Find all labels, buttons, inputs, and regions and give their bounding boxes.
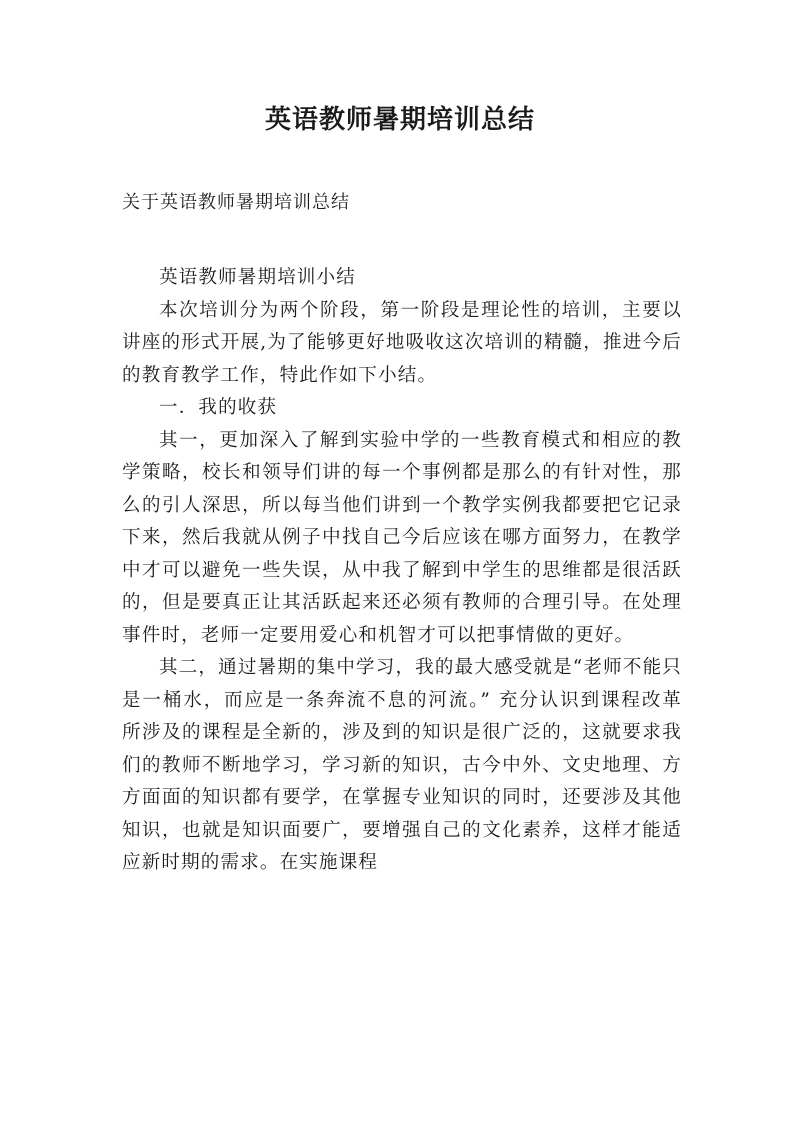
section-heading-gains: 一．我的收获: [159, 397, 278, 418]
body-paragraph: 其二，通过暑期的集中学习，我的最大感受就是“老师不能只是一桶水，而应是一条奔流不息的河流。” 充分认识到课程改革所涉及的课程是全新的，涉及到的知识是很广泛的，这就要求我们的教师不断地学习，学习新的知识，古今中外、文史地理、方方面面的知识都有要学，在掌握专业知识的同时，还要涉及其他知识，也就是知识面要广，要增强自己的文化素养，这样才能适应新时期的需求。在实施课程: [122, 657, 682, 873]
intro-paragraph: 本次培训分为两个阶段，第一阶段是理论性的培训，主要以讲座的形式开展,为了能够更好地吸收这次培训的精髓，推进今后的教育教学工作，特此作如下小结。: [122, 299, 682, 386]
document-subtitle: 关于英语教师暑期培训总结: [122, 192, 350, 213]
body-paragraph: 其一，更加深入了解到实验中学的一些教育模式和相应的教学策略，校长和领导们讲的每一个事例都是那么的有针对性，那么的引人深思，所以每当他们讲到一个教学实例我都要把它记录下来，然后我就从例子中找自己今后应该在哪方面努力，在教学中才可以避免一些失误，从中我了解到中学生的思维都是很活跃的，但是要真正让其活跃起来还必须有教师的合理引导。在处理事件时，老师一定要用爱心和机智才可以把事情做的更好。: [122, 429, 682, 646]
document-body: [122, 262, 682, 880]
document-title: 英语教师暑期培训总结: [264, 105, 535, 135]
section-heading-summary: 英语教师暑期培训小结: [159, 267, 357, 288]
